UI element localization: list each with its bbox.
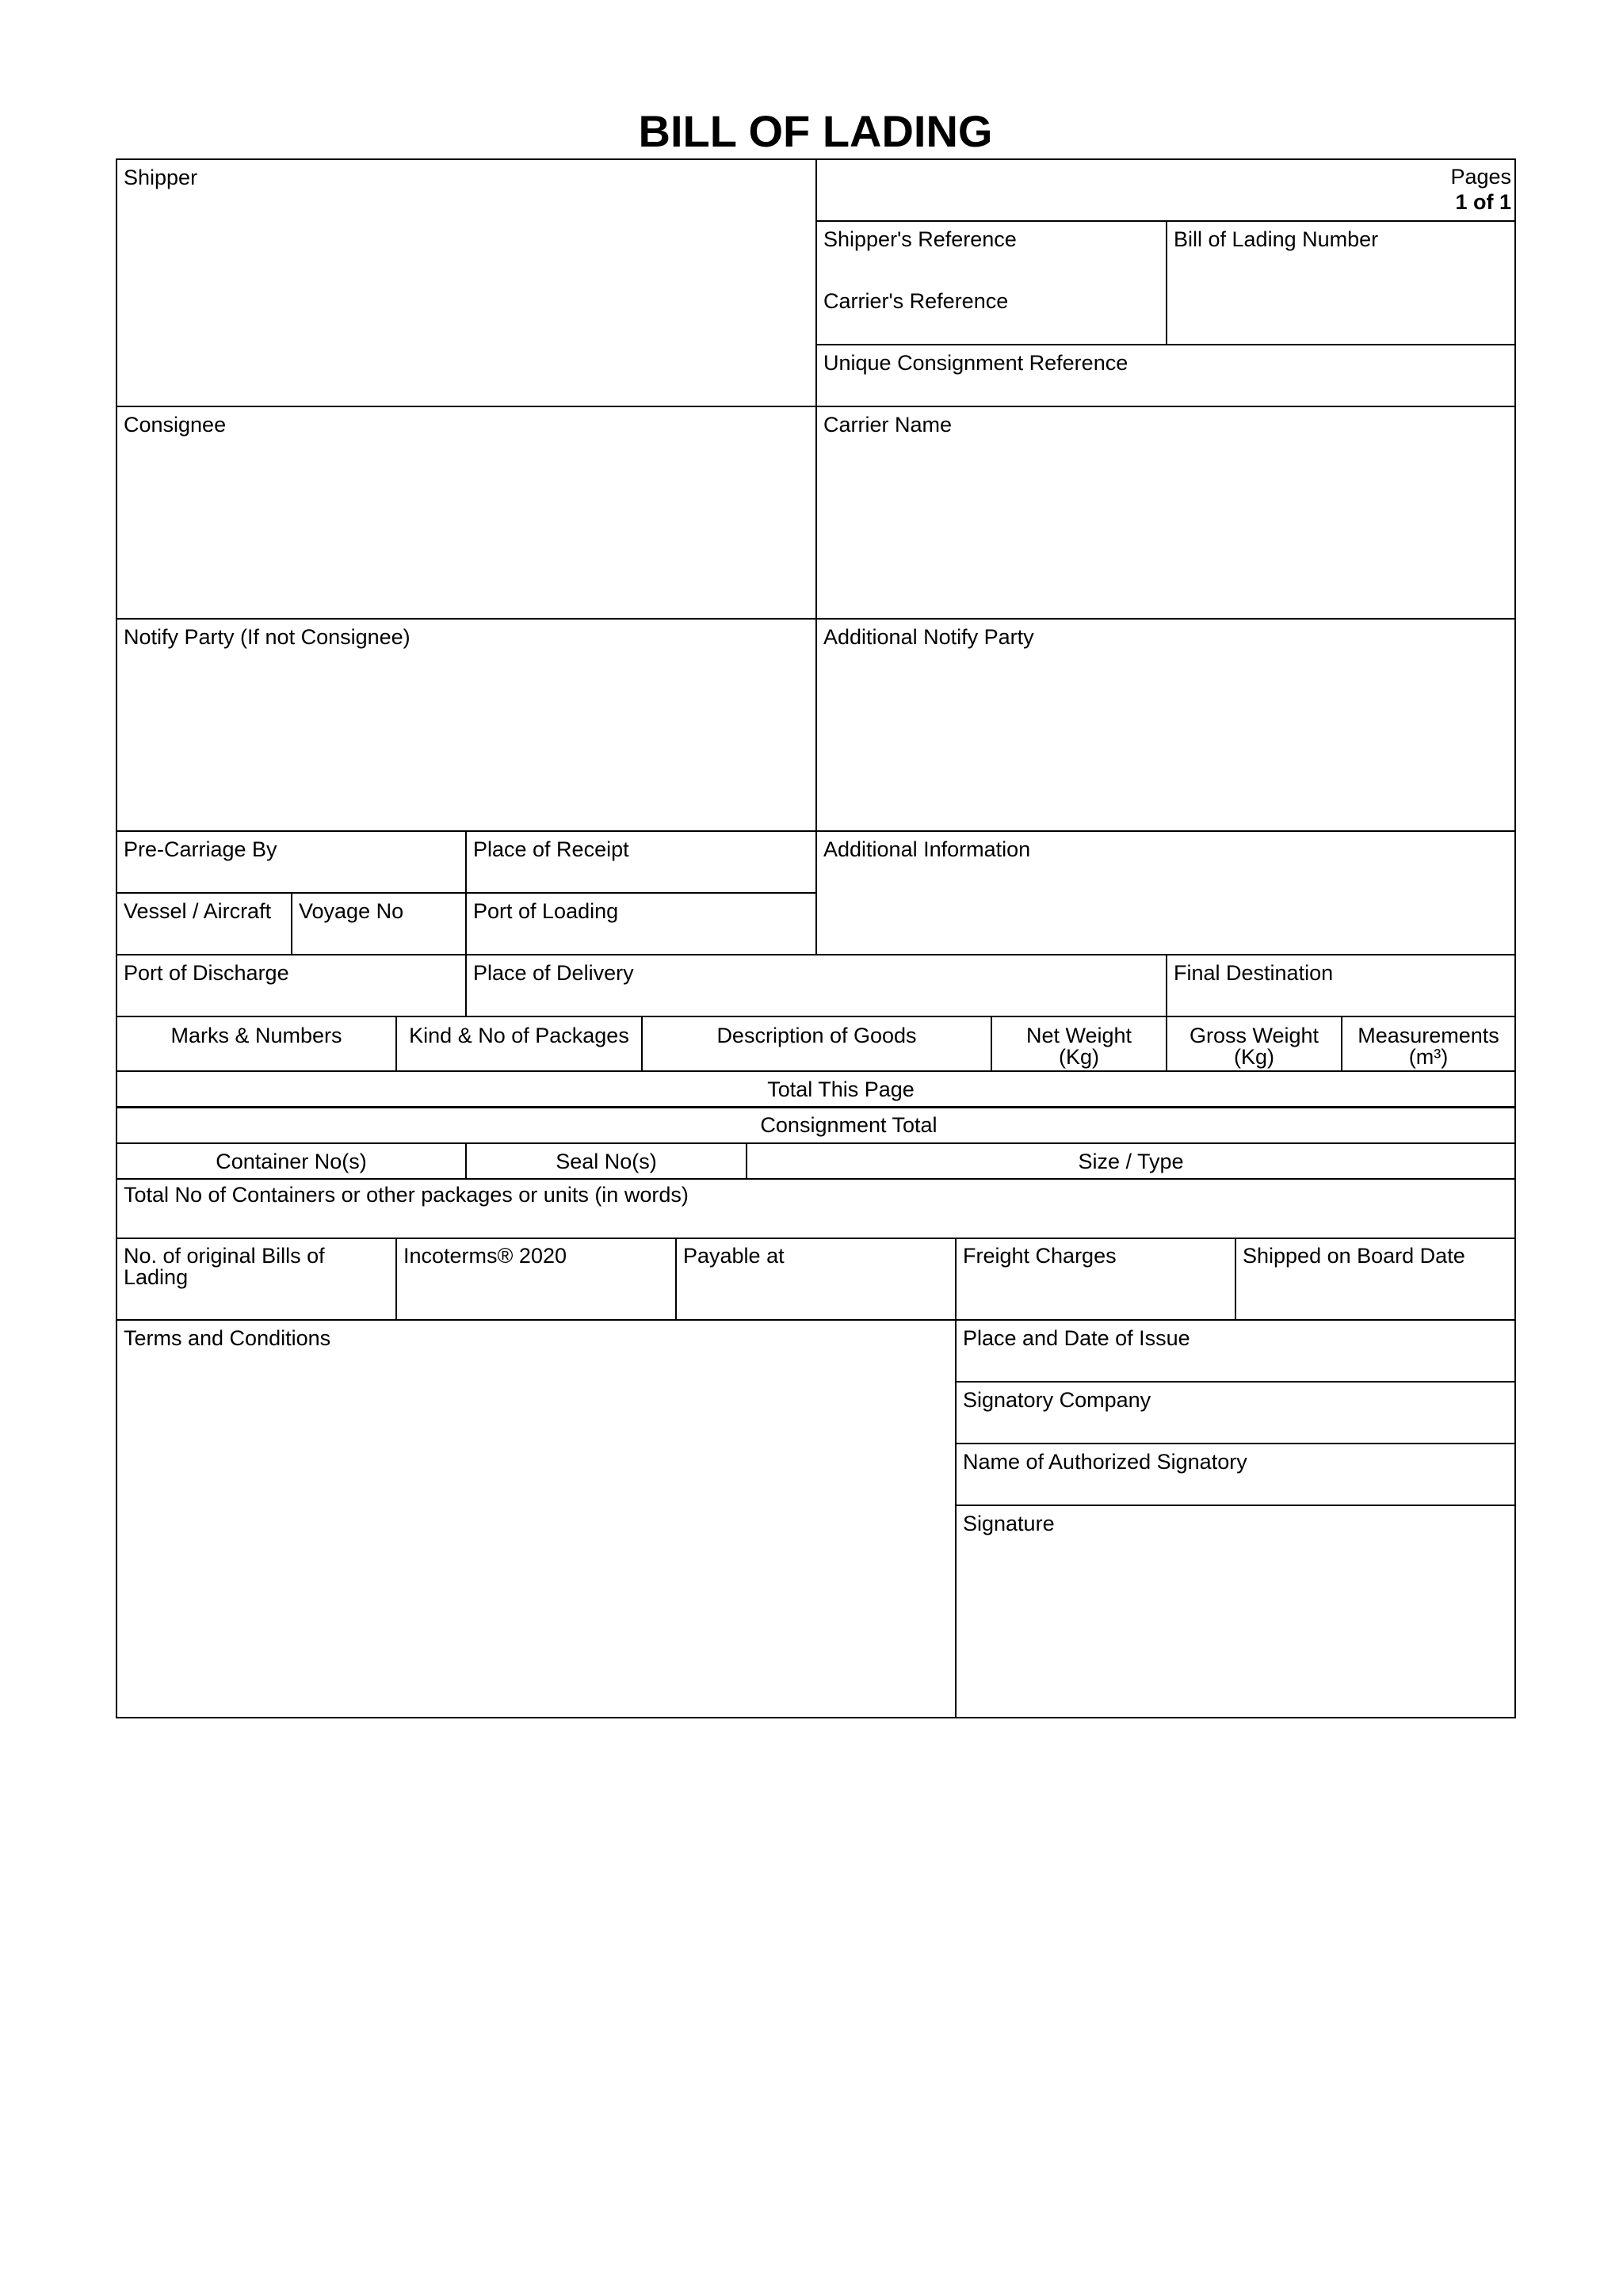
seal-nos-label: Seal No(s) [556, 1150, 657, 1173]
notify-party-field[interactable] [116, 618, 817, 832]
goods-header-label: Marks & Numbers [170, 1024, 342, 1047]
size-type-field[interactable] [746, 1142, 1516, 1180]
total-containers-in-words-label: Total No of Containers or other packages or units (in words) [124, 1183, 689, 1207]
shipper-field[interactable] [116, 158, 817, 407]
bill-of-lading-number-label: Bill of Lading Number [1174, 227, 1379, 251]
additional-notify-party-label: Additional Notify Party [823, 625, 1034, 649]
goods-header-marks [116, 1016, 397, 1072]
consignment-total-label: Consignment Total [760, 1113, 938, 1137]
document-title: BILL OF LADING [638, 106, 993, 156]
goods-header-measurements [1341, 1016, 1516, 1072]
place-of-delivery-label: Place of Delivery [473, 961, 634, 985]
final-destination-field[interactable] [1166, 954, 1516, 1017]
authorized-signatory-field[interactable] [955, 1443, 1516, 1506]
notify-party-label: Notify Party (If not Consignee) [124, 625, 411, 649]
freight-charges-label: Freight Charges [963, 1244, 1117, 1268]
incoterms-label: Incoterms® 2020 [403, 1244, 567, 1268]
unique-consignment-reference-field[interactable] [815, 344, 1516, 407]
port-of-discharge-label: Port of Discharge [124, 961, 289, 985]
consignee-label: Consignee [124, 413, 227, 437]
goods-header-label: Description of Goods [716, 1024, 917, 1047]
pre-carriage-by-field[interactable] [116, 830, 467, 894]
original-bills-field[interactable] [116, 1238, 397, 1321]
goods-header-net-weight [991, 1016, 1167, 1072]
goods-header-packages [395, 1016, 643, 1072]
authorized-signatory-label: Name of Authorized Signatory [963, 1450, 1247, 1474]
freight-charges-field[interactable] [955, 1238, 1236, 1321]
additional-information-field[interactable] [815, 830, 1516, 955]
voyage-no-label: Voyage No [299, 899, 404, 923]
payable-at-field[interactable] [675, 1238, 957, 1321]
signatory-company-label: Signatory Company [963, 1388, 1151, 1412]
pages-label: Pages [1450, 165, 1511, 189]
place-of-delivery-field[interactable] [465, 954, 1167, 1017]
pages-value: 1 of 1 [1455, 190, 1511, 214]
additional-information-label: Additional Information [823, 837, 1031, 861]
total-containers-in-words-field[interactable] [116, 1178, 1516, 1239]
final-destination-label: Final Destination [1174, 961, 1334, 985]
total-this-page-label: Total This Page [767, 1077, 915, 1101]
carrier-name-field[interactable] [815, 406, 1516, 620]
additional-notify-party-field[interactable] [815, 618, 1516, 832]
consignment-total-row[interactable] [116, 1106, 1516, 1144]
container-nos-field[interactable] [116, 1142, 467, 1180]
incoterms-field[interactable] [395, 1238, 677, 1321]
size-type-label: Size / Type [1078, 1150, 1184, 1173]
place-of-receipt-field[interactable] [465, 830, 817, 894]
terms-and-conditions-field[interactable] [116, 1319, 957, 1718]
signatory-company-field[interactable] [955, 1381, 1516, 1444]
shipped-on-board-date-field[interactable] [1235, 1238, 1516, 1321]
place-and-date-of-issue-label: Place and Date of Issue [963, 1326, 1190, 1350]
shippers-reference-field[interactable] [815, 220, 1167, 345]
signature-field[interactable] [955, 1505, 1516, 1718]
place-and-date-of-issue-field[interactable] [955, 1319, 1516, 1383]
container-nos-label: Container No(s) [216, 1150, 367, 1173]
goods-header-label: Gross Weight (Kg) [1189, 1024, 1319, 1069]
voyage-no-field[interactable] [291, 892, 467, 955]
pre-carriage-by-label: Pre-Carriage By [124, 837, 277, 861]
shipper-label: Shipper [124, 166, 198, 189]
port-of-discharge-field[interactable] [116, 954, 467, 1017]
place-of-receipt-label: Place of Receipt [473, 837, 629, 861]
port-of-loading-field[interactable] [465, 892, 817, 955]
carriers-reference-label: Carrier's Reference [823, 289, 1009, 313]
goods-header-label: Kind & No of Packages [409, 1024, 629, 1047]
port-of-loading-label: Port of Loading [473, 899, 619, 923]
signature-label: Signature [963, 1512, 1055, 1535]
shipped-on-board-date-label: Shipped on Board Date [1243, 1244, 1465, 1268]
unique-consignment-reference-label: Unique Consignment Reference [823, 351, 1128, 375]
payable-at-label: Payable at [683, 1244, 785, 1268]
vessel-aircraft-label: Vessel / Aircraft [124, 899, 272, 923]
goods-header-gross-weight [1166, 1016, 1342, 1072]
shippers-reference-label: Shipper's Reference [823, 227, 1017, 251]
pages-cell [815, 158, 1516, 222]
consignee-field[interactable] [116, 406, 817, 620]
goods-header-description [641, 1016, 992, 1072]
vessel-aircraft-field[interactable] [116, 892, 292, 955]
bill-of-lading-number-field[interactable] [1166, 220, 1516, 345]
seal-nos-field[interactable] [465, 1142, 747, 1180]
goods-header-label: Net Weight (Kg) [1025, 1024, 1132, 1069]
carrier-name-label: Carrier Name [823, 413, 953, 437]
terms-and-conditions-label: Terms and Conditions [124, 1326, 331, 1350]
goods-header-label: Measurements (m³) [1358, 1024, 1499, 1069]
original-bills-label: No. of original Bills of Lading [124, 1244, 325, 1289]
total-this-page-row[interactable] [116, 1070, 1516, 1108]
